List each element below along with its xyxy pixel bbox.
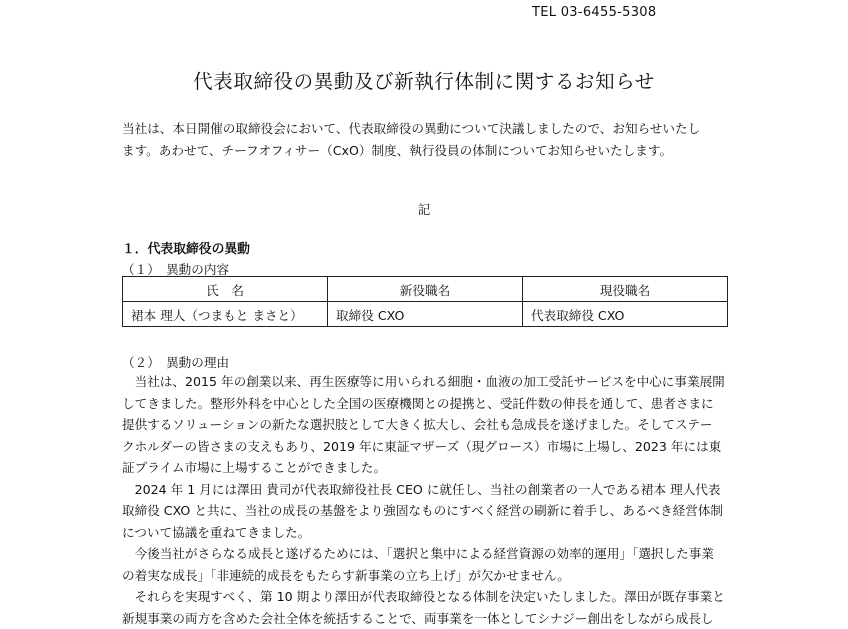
reason-paragraph xyxy=(122,371,728,629)
header-tel: TEL 03-6455-5308 xyxy=(532,5,657,20)
reason-line: してきました。整形外科を中心とした全国の医療機関との提携と、受託件数の伸長を通して、患者さまに xyxy=(122,395,714,411)
reason-line: クホルダーの皆さまの支えもあり、2019 年に東証マザーズ（現グロース）市場に上場し、2023 年には東 xyxy=(122,438,722,454)
table-row xyxy=(123,302,728,327)
document-title: 代表取締役の異動及び新執行体制に関するお知らせ xyxy=(193,70,655,93)
reason-line: について協議を重ねてきました。 xyxy=(122,524,311,540)
reason-line: 取締役 CXO と共に、当社の成長の基盤をより強固なものにすべく経営の刷新に着手し、あるべき経営体制 xyxy=(122,503,724,518)
header-name: 氏 名 xyxy=(123,277,328,302)
reason-line: 今後当社がさらなる成長と遂げるためには、「選択と集中による経営資源の効率的運用」「選択した事業 xyxy=(122,546,714,561)
reason-line: それらを実現すべく、第 10 期より澤田が代表取締役となる体制を決定いたしました。澤田が既存事業と xyxy=(122,589,725,604)
subsection-heading-content: （１） 異動の内容 xyxy=(122,262,230,277)
reason-line: 新規事業の両方を含めた会社全体を統括することで、両事業を一体としてシナジー創出をしながら成長し xyxy=(122,610,714,626)
intro-line: 当社は、本日開催の取締役会において、代表取締役の異動について決議しましたので、お知らせいたし xyxy=(122,121,701,136)
table-header-row xyxy=(123,277,728,302)
cell-new-title: 取締役 CXO xyxy=(328,302,523,327)
reason-line: 2024 年 1 月には澤田 貴司が代表取締役社長 CEO に就任し、当社の創業者の一人である裙本 理人代表 xyxy=(122,481,721,497)
section-heading: １．代表取締役の異動 xyxy=(122,242,250,257)
subsection-heading-reason: （２） 異動の理由 xyxy=(122,355,230,370)
cell-current-title: 代表取締役 CXO xyxy=(522,302,727,327)
header-current-title: 現役職名 xyxy=(522,277,727,302)
reason-line: の着実な成長」「非連続的成長をもたらす新事業の立ち上げ」が欠かせません。 xyxy=(122,567,570,583)
reason-line: 提供するソリューションの新たな選択肢として大きく拡大し、会社も急成長を遂げました。そしてステー xyxy=(122,417,713,432)
reason-line: 当社は、2015 年の創業以来、再生医療等に用いられる細胞・血液の加工受託サービスを中心に事業展開 xyxy=(122,374,725,389)
change-table xyxy=(122,276,728,327)
header-new-title: 新役職名 xyxy=(328,277,523,302)
ki-marker: 記 xyxy=(417,202,431,217)
cell-name: 裙本 理人（つまもと まさと） xyxy=(123,302,328,327)
reason-line: 証プライム市場に上場することができました。 xyxy=(122,460,387,475)
intro-paragraph xyxy=(122,118,728,161)
intro-line: ます。あわせて、チーフオフィサー（CxO）制度、執行役員の体制についてお知らせいたします。 xyxy=(122,142,673,158)
